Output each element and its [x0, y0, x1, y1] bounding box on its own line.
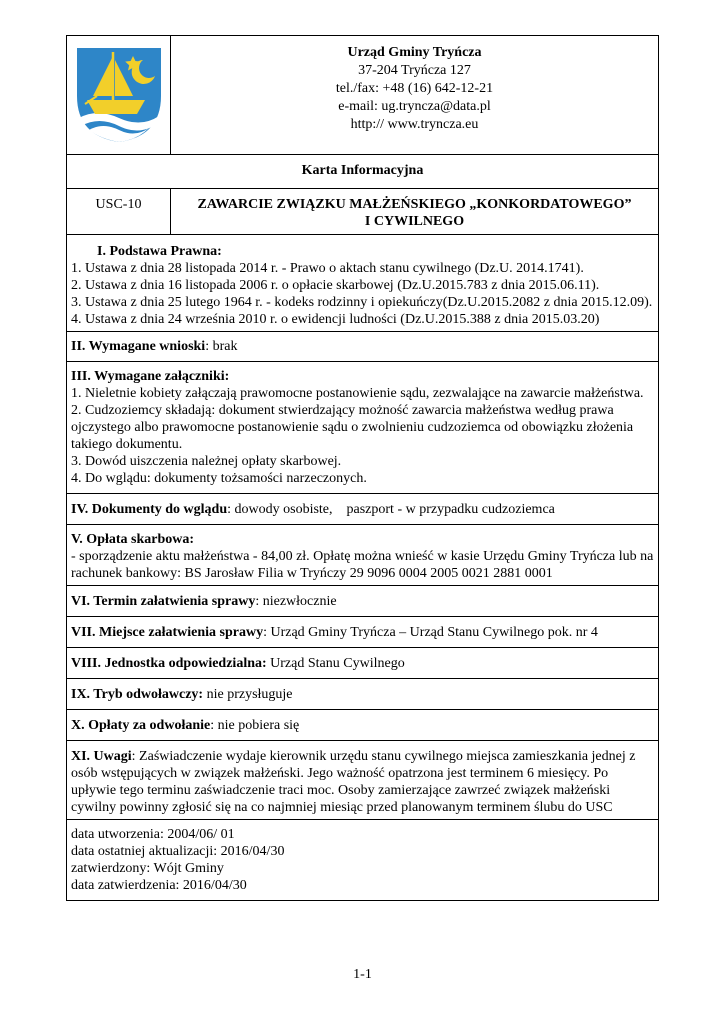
attachments-item: 1. Nieletnie kobiety załączają prawomocne postanowienie sądu, zezwalające na zawarcie małżeństwa.	[71, 386, 644, 401]
office-name: Urząd Gminy Tryńcza	[347, 45, 482, 60]
legal-basis-item: 4. Ustawa z dnia 24 września 2010 r. o ewidencji ludności (Dz.U.2015.388 z dnia 2015.03.20)	[71, 312, 600, 327]
header-row	[67, 36, 659, 155]
coat-of-arms-icon	[67, 38, 171, 148]
legal-basis-item: 2. Ustawa z dnia 16 listopada 2006 r. o opłacie skarbowej (Dz.U.2015.783 z dnia 2015.06.11).	[71, 278, 600, 293]
documents-heading: IV. Dokumenty do wglądu	[71, 502, 228, 517]
appeal-mode-value: nie przysługuje	[203, 687, 293, 702]
place-section	[67, 617, 659, 648]
info-card-table	[66, 35, 659, 901]
approved-by: zatwierdzony: Wójt Gminy	[71, 861, 224, 876]
appeal-mode-section	[67, 679, 659, 710]
attachments-item: 4. Do wglądu: dokumenty tożsamości narzeczonych.	[71, 471, 367, 486]
fee-row	[67, 525, 659, 586]
office-email[interactable]: e-mail: ug.tryncza@data.pl	[338, 99, 491, 114]
code-row	[67, 189, 659, 235]
appeal-mode-row	[67, 679, 659, 710]
attachments-heading: III. Wymagane załączniki:	[71, 369, 230, 384]
updated-date: data ostatniej aktualizacji: 2016/04/30	[71, 844, 285, 859]
card-title: Karta Informacyjna	[67, 155, 659, 189]
page-number: 1-1	[353, 967, 372, 982]
coat-of-arms-cell	[67, 36, 171, 155]
place-value: : Urząd Gminy Tryńcza – Urząd Stanu Cywilnego pok. nr 4	[263, 625, 598, 640]
meta-row	[67, 820, 659, 901]
remarks-value: : Zaświadczenie wydaje kierownik urzędu stanu cywilnego miejsca zamieszkania jednej z osób wstępujących w związek małżeński. Jego ważność opatrzona jest terminem 6 miesięcy. Po upływie tego terminu zaświadczenie traci moc. Osoby zamierzające zawrzeć związek małżeński cywilny powinny zgłosić się na co najmniej miesiąc przed planowanym terminem ślubu do USC	[71, 749, 636, 815]
card-title-row	[67, 155, 659, 189]
office-address: 37-204 Tryńcza 127	[358, 63, 471, 78]
office-phone: tel./fax: +48 (16) 642-12-21	[335, 81, 494, 96]
legal-basis-heading: I. Podstawa Prawna:	[97, 244, 222, 259]
place-row	[67, 617, 659, 648]
meta-section	[67, 820, 659, 901]
approved-date: data zatwierdzenia: 2016/04/30	[71, 878, 247, 893]
unit-heading: VIII. Jednostka odpowiedzialna:	[71, 656, 267, 671]
applications-section	[67, 332, 659, 362]
documents-row	[67, 494, 659, 525]
applications-value: : brak	[205, 339, 238, 354]
documents-section	[67, 494, 659, 525]
office-website[interactable]: http:// www.tryncza.eu	[350, 117, 479, 132]
appeal-fee-section	[67, 710, 659, 741]
remarks-section	[67, 741, 659, 820]
appeal-fee-heading: X. Opłaty za odwołanie	[71, 718, 211, 733]
subject-line-1: ZAWARCIE ZWIĄZKU MAŁŻEŃSKIEGO „KONKORDATOWEGO”	[197, 197, 632, 212]
appeal-fee-row	[67, 710, 659, 741]
place-heading: VII. Miejsce załatwienia sprawy	[71, 625, 264, 640]
attachments-item: 2. Cudzoziemcy składają: dokument stwierdzający możność zawarcia małżeństwa według prawa ojczystego albo prawomocne postanowienie sądu o zwolnieniu cudzoziemca od obowiązku złożenia takiego dokumentu.	[71, 403, 634, 452]
attachments-row	[67, 362, 659, 494]
legal-basis-item: 1. Ustawa z dnia 28 listopada 2014 r. - Prawo o aktach stanu cywilnego (Dz.U. 2014.1741).	[71, 261, 584, 276]
legal-basis-item: 3. Ustawa z dnia 25 lutego 1964 r. - kodeks rodzinny i opiekuńczy(Dz.U.2015.2082 z dnia 2015.12.09).	[71, 295, 653, 310]
office-address-cell	[171, 36, 659, 155]
deadline-row	[67, 586, 659, 617]
card-subject	[171, 189, 659, 235]
remarks-heading: XI. Uwagi	[71, 749, 132, 764]
applications-heading: II. Wymagane wnioski	[71, 339, 206, 354]
created-date: data utworzenia: 2004/06/ 01	[71, 827, 235, 842]
fee-text: - sporządzenie aktu małżeństwa - 84,00 zł. Opłatę można wnieść w kasie Urzędu Gminy Tryńcza lub na rachunek bankowy: BS Jarosław Filia w Tryńczy 29 9096 0004 2005 0021 2881 0001	[71, 549, 654, 581]
documents-value: : dowody osobiste, paszport - w przypadku cudzoziemca	[227, 502, 555, 517]
legal-basis-row	[67, 235, 659, 332]
unit-section	[67, 648, 659, 679]
card-code: USC-10	[67, 189, 171, 235]
fee-section	[67, 525, 659, 586]
unit-value: Urząd Stanu Cywilnego	[266, 656, 405, 671]
attachments-section	[67, 362, 659, 494]
appeal-mode-heading: IX. Tryb odwoławczy:	[71, 687, 204, 702]
appeal-fee-value: : nie pobiera się	[210, 718, 300, 733]
unit-row	[67, 648, 659, 679]
legal-basis-section	[67, 235, 659, 332]
applications-row	[67, 332, 659, 362]
remarks-row	[67, 741, 659, 820]
deadline-section	[67, 586, 659, 617]
attachments-item: 3. Dowód uiszczenia należnej opłaty skarbowej.	[71, 454, 342, 469]
deadline-value: : niezwłocznie	[255, 594, 337, 609]
subject-line-2: I CYWILNEGO	[364, 214, 465, 229]
deadline-heading: VI. Termin załatwienia sprawy	[71, 594, 256, 609]
fee-heading: V. Opłata skarbowa:	[71, 532, 195, 547]
